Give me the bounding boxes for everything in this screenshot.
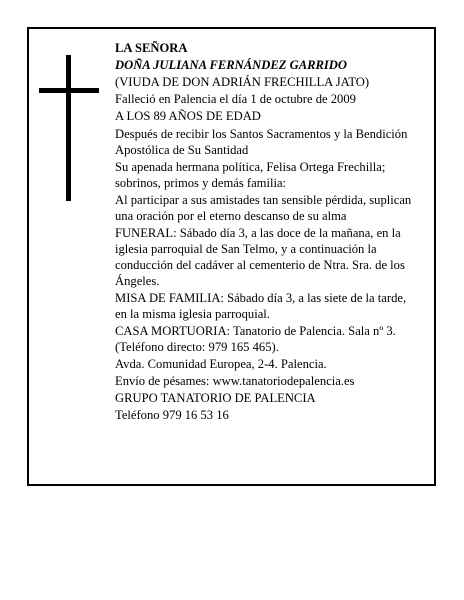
- widow-of: (VIUDA DE DON ADRIÁN FRECHILLA JATO): [115, 75, 370, 89]
- deceased-name: DOÑA JULIANA FERNÁNDEZ GARRIDO: [115, 58, 347, 72]
- condolences-info: Envío de pésames: www.tanatoriodepalencia.es: [115, 374, 355, 388]
- cross-vertical-bar: [66, 55, 71, 201]
- prayer-request: Al participar a sus amistades tan sensible pérdida, suplican una oración por el eterno descanso de su alma: [115, 193, 412, 223]
- family-mass-info: MISA DE FAMILIA: Sábado día 3, a las siete de la tarde, en la misma iglesia parroquial.: [115, 291, 407, 321]
- notice-heading: LA SEÑORA: [115, 41, 188, 55]
- mortuary-info: CASA MORTUORIA: Tanatorio de Palencia. Sala nº 3. (Teléfono directo: 979 165 465).: [115, 324, 396, 354]
- funeral-info: FUNERAL: Sábado día 3, a las doce de la mañana, en la iglesia parroquial de San Telmo, y a continuación la conducción del cadáver al cementerio de Ntra. Sra. de los Ángeles.: [115, 226, 405, 288]
- death-date: Falleció en Palencia el día 1 de octubre de 2009: [115, 92, 356, 106]
- cross-horizontal-bar: [39, 88, 99, 93]
- obituary-notice: [27, 27, 436, 486]
- family-text: Su apenada hermana política, Felisa Ortega Frechilla; sobrinos, primos y demás familia:: [115, 160, 386, 190]
- sacraments-text: Después de recibir los Santos Sacramentos y la Bendición Apostólica de Su Santidad: [115, 127, 408, 157]
- notice-text: [115, 40, 419, 424]
- company-name: GRUPO TANATORIO DE PALENCIA: [115, 391, 316, 405]
- mortuary-address: Avda. Comunidad Europea, 2-4. Palencia.: [115, 357, 327, 371]
- company-phone: Teléfono 979 16 53 16: [115, 408, 229, 422]
- age-at-death: A LOS 89 AÑOS DE EDAD: [115, 109, 261, 123]
- cross-icon: [39, 55, 99, 201]
